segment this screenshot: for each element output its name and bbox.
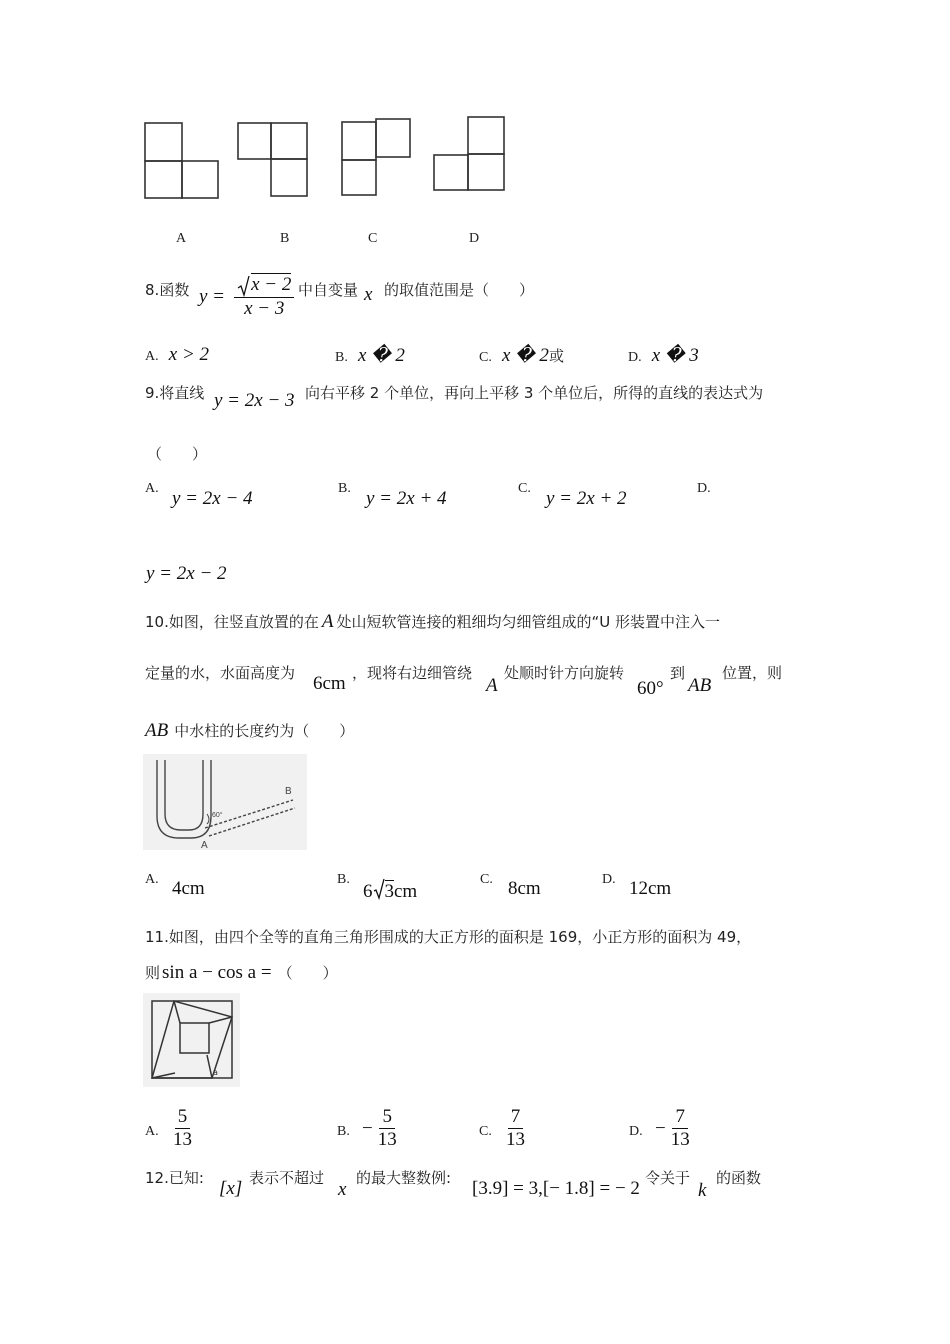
q10-line-3: AB 中水柱的长度约为（ ） xyxy=(145,720,355,741)
q10-choice-b-letter: B. xyxy=(337,872,350,887)
q10-line-1: 10.如图，往竖直放置的在 A 处山短软管连接的粗细均匀细管组成的“U 形装置中注入一 xyxy=(145,611,720,632)
q10-line-2d: 到 xyxy=(670,664,686,682)
u-tube-angle-label: 60° xyxy=(212,812,223,819)
u-tube-label-a: A xyxy=(201,840,208,850)
q9-choice-b-expr: y = 2x + 4 xyxy=(366,488,447,509)
q10-choice-a-letter: A. xyxy=(145,872,159,887)
net-figure-b xyxy=(234,118,314,203)
q11-choice-b-frac: − $\frac{5}{13}$ xyxy=(362,1106,397,1150)
sqrt-sign-icon xyxy=(373,878,385,900)
q10-line-2e: 位置，则 xyxy=(722,664,783,682)
q10-point-a: A xyxy=(486,675,498,696)
net-figure-c xyxy=(336,114,418,200)
q8-var: x xyxy=(364,284,373,305)
q12-text-2: 的最大整数例: xyxy=(356,1169,452,1187)
q7-option-c: C xyxy=(368,231,378,246)
q7-option-d: D xyxy=(469,231,480,246)
q9-choice-c-expr: y = 2x + 2 xyxy=(546,488,627,509)
q8-function: y = $\frac{x - 2}{x - 3}$ xyxy=(199,274,294,320)
pythagoras-square-figure xyxy=(143,993,240,1087)
q10-choice-c-expr: 8cm xyxy=(508,878,541,899)
q9-number: 9.将直线 xyxy=(145,384,205,402)
q8-choice-b: B. x � 2 xyxy=(335,345,405,366)
q11-choice-a-letter: A. xyxy=(145,1124,159,1139)
q10-line-2b: ，现将右边细管绕 xyxy=(352,664,473,682)
q8-choice-a: A. x > 2 xyxy=(145,344,210,365)
q8-choice-d: D. x � 3 xyxy=(628,345,699,366)
q9-choice-d-letter: D. xyxy=(697,481,711,496)
q9-choice-a-expr: y = 2x − 4 xyxy=(172,488,253,509)
u-tube-figure xyxy=(143,754,307,850)
q12-var: x xyxy=(338,1179,347,1200)
q9-line: y = 2x − 3 xyxy=(214,390,295,411)
q10-height: 6cm xyxy=(313,673,346,694)
q9-text: 向右平移 2 个单位，再向上平移 3 个单位后，所得的直线的表达式为 xyxy=(305,384,764,402)
q8-suffix: 的取值范围是（ ） xyxy=(384,281,535,299)
q8-middle-text: 中自变量 xyxy=(298,281,359,299)
q10-line-2c: 处顺时针方向旋转 xyxy=(504,664,625,682)
q10-choice-c-letter: C. xyxy=(480,872,493,887)
net-figure-a xyxy=(140,118,225,203)
q12-bracket: [x] xyxy=(219,1178,243,1199)
net-figure-d xyxy=(428,112,512,196)
sqrt-sign-icon xyxy=(237,275,251,297)
q10-choice-b-expr: 6 3cm xyxy=(363,878,417,903)
q9-paren: （ ） xyxy=(147,445,208,463)
q8-number: 8.函数 xyxy=(145,281,190,299)
q12-example: [3.9] = 3,[− 1.8] = − 2 xyxy=(472,1178,640,1199)
q12-text-3: 令关于 xyxy=(645,1169,691,1187)
q11-choice-d-frac: − $\frac{7}{13}$ xyxy=(655,1106,690,1150)
q10-angle: 60° xyxy=(637,678,664,699)
q7-option-a: A xyxy=(176,231,187,246)
q11-choice-b-letter: B. xyxy=(337,1124,350,1139)
q9-choice-a-letter: A. xyxy=(145,481,159,496)
q12-k: k xyxy=(698,1180,707,1201)
q10-choice-d-letter: D. xyxy=(602,872,616,887)
pythagoras-diagram xyxy=(143,993,240,1087)
q12-text-1: 表示不超过 xyxy=(249,1169,325,1187)
svg-text:a: a xyxy=(213,1068,218,1077)
q11-choice-a-frac: $\frac{5}{13}$ xyxy=(173,1106,192,1150)
u-tube-label-b: B xyxy=(285,786,292,797)
q12-text-4: 的函数 xyxy=(716,1169,762,1187)
q7-option-b: B xyxy=(280,231,290,246)
q11-choice-c-letter: C. xyxy=(479,1124,492,1139)
q12-number: 12.已知: xyxy=(145,1169,204,1187)
q9-choice-c-letter: C. xyxy=(518,481,531,496)
q11-line-2: 则 sin a − cos a = （ ） xyxy=(145,962,338,983)
q11-line-1: 11.如图，由四个全等的直角三角形围成的大正方形的面积是 169，小正方形的面积为 49， xyxy=(145,928,752,946)
q10-choice-a-expr: 4cm xyxy=(172,878,205,899)
q11-choice-c-frac: $\frac{7}{13}$ xyxy=(506,1106,525,1150)
q11-choice-d-letter: D. xyxy=(629,1124,643,1139)
u-tube-diagram xyxy=(143,754,307,850)
q10-line-2a: 定量的水，水面高度为 xyxy=(145,664,296,682)
q9-choice-d-expr: y = 2x − 2 xyxy=(146,563,227,584)
q8-choice-c: C. x � 2或 xyxy=(479,345,564,366)
q9-choice-b-letter: B. xyxy=(338,481,351,496)
q10-choice-d-expr: 12cm xyxy=(629,878,672,899)
q10-segment-ab: AB xyxy=(688,675,712,696)
